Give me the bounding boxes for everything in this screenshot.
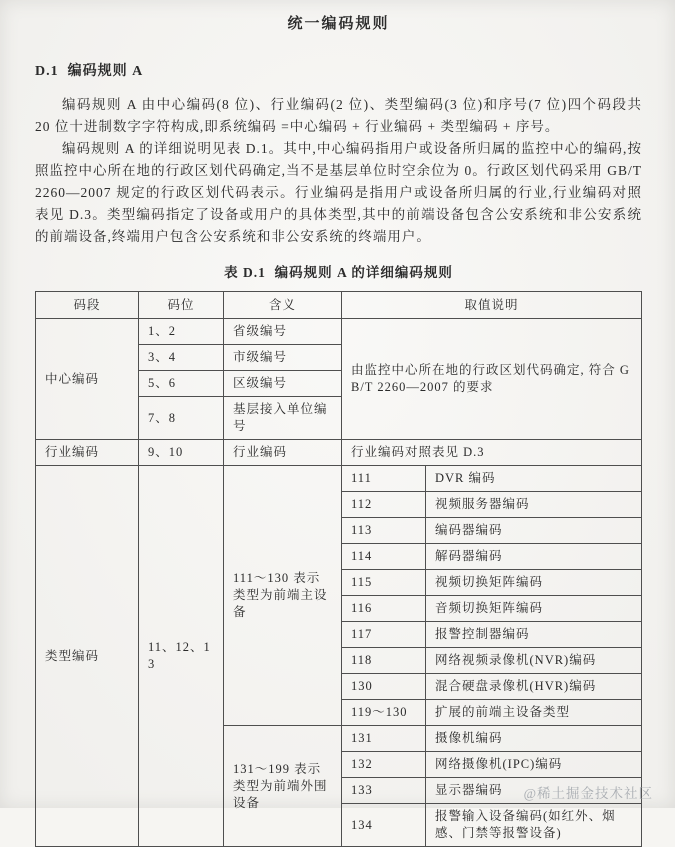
cell-type-value: 112 bbox=[342, 492, 426, 518]
cell-meaning-front-main-devices: 111～130 表示类型为前端主设备 bbox=[224, 466, 342, 726]
cell-code-position: 5、6 bbox=[139, 371, 224, 397]
cell-type-desc: 显示器编码 bbox=[426, 778, 642, 804]
coding-rules-table bbox=[35, 291, 642, 847]
cell-type-desc: 报警控制器编码 bbox=[426, 622, 642, 648]
cell-type-value: 111 bbox=[342, 466, 426, 492]
cell-type-desc: 解码器编码 bbox=[426, 544, 642, 570]
paragraph-coding-rule-details: 编码规则 A 的详细说明见表 D.1。其中,中心编码指用户或设备所归属的监控中心的编码,按照监控中心所在地的行政区划代码确定,当不是基层单位时空余位为 0。行政区划代码采用 GB/T 2260—2007 规定的行政区划代码表示。行业编码是指用户或设备所归属的行业,行业编码对照表见 D.3。类型编码指定了设备或用户的具体类型,其中的前端设备包含公安系统和非公安系统的前端设备,终端用户包含公安系统和非公安系统的终端用户。 bbox=[35, 141, 642, 244]
cell-type-value: 130 bbox=[342, 674, 426, 700]
cell-type-desc: 混合硬盘录像机(HVR)编码 bbox=[426, 674, 642, 700]
table-header-row bbox=[36, 292, 642, 319]
cell-industry-code-label: 行业编码 bbox=[36, 440, 139, 466]
cell-meaning: 省级编号 bbox=[224, 319, 342, 345]
cell-code-position: 9、10 bbox=[139, 440, 224, 466]
cell-type-value: 133 bbox=[342, 778, 426, 804]
cell-meaning: 区级编号 bbox=[224, 371, 342, 397]
cell-type-desc: DVR 编码 bbox=[426, 466, 642, 492]
cell-type-desc: 编码器编码 bbox=[426, 518, 642, 544]
site-watermark: @稀土掘金技术社区 bbox=[523, 786, 653, 801]
cell-type-value: 132 bbox=[342, 752, 426, 778]
page-title: 统一编码规则 bbox=[287, 16, 390, 32]
header-value-description: 取值说明 bbox=[342, 292, 642, 319]
header-meaning: 含义 bbox=[224, 292, 342, 319]
cell-type-value: 134 bbox=[342, 804, 426, 847]
cell-type-value: 117 bbox=[342, 622, 426, 648]
cell-code-position: 7、8 bbox=[139, 397, 224, 440]
cell-code-position: 11、12、13 bbox=[139, 466, 224, 847]
cell-type-desc: 网络视频录像机(NVR)编码 bbox=[426, 648, 642, 674]
cell-center-code-label: 中心编码 bbox=[36, 319, 139, 440]
paragraph-coding-rule-composition: 编码规则 A 由中心编码(8 位)、行业编码(2 位)、类型编码(3 位)和序号(7 位)四个码段共 20 位十进制数字字符构成,即系统编码 =中心编码 + 行业编码 + 类型编码 + 序号。 bbox=[35, 97, 642, 134]
table-row bbox=[36, 319, 642, 345]
cell-type-value: 113 bbox=[342, 518, 426, 544]
cell-type-desc: 报警输入设备编码(如红外、烟感、门禁等报警设备) bbox=[426, 804, 642, 847]
cell-code-position: 3、4 bbox=[139, 345, 224, 371]
cell-type-desc: 视频服务器编码 bbox=[426, 492, 642, 518]
cell-meaning: 市级编号 bbox=[224, 345, 342, 371]
table-row bbox=[36, 466, 642, 492]
cell-type-value: 131 bbox=[342, 726, 426, 752]
cell-type-value: 116 bbox=[342, 596, 426, 622]
cell-type-value: 114 bbox=[342, 544, 426, 570]
cell-type-desc: 网络摄像机(IPC)编码 bbox=[426, 752, 642, 778]
cell-type-code-label: 类型编码 bbox=[36, 466, 139, 847]
table-row bbox=[36, 440, 642, 466]
cell-type-desc: 音频切换矩阵编码 bbox=[426, 596, 642, 622]
section-heading: D.1 编码规则 A bbox=[35, 64, 144, 79]
cell-meaning: 行业编码 bbox=[224, 440, 342, 466]
cell-type-desc: 扩展的前端主设备类型 bbox=[426, 700, 642, 726]
cell-type-desc: 视频切换矩阵编码 bbox=[426, 570, 642, 596]
cell-center-code-note: 由监控中心所在地的行政区划代码确定, 符合 GB/T 2260—2007 的要求 bbox=[342, 319, 642, 440]
header-code-position: 码位 bbox=[139, 292, 224, 319]
cell-type-value: 115 bbox=[342, 570, 426, 596]
cell-code-position: 1、2 bbox=[139, 319, 224, 345]
cell-industry-code-note: 行业编码对照表见 D.3 bbox=[342, 440, 642, 466]
header-code-segment: 码段 bbox=[36, 292, 139, 319]
cell-type-desc: 摄像机编码 bbox=[426, 726, 642, 752]
cell-type-value: 119～130 bbox=[342, 700, 426, 726]
cell-meaning: 基层接入单位编号 bbox=[224, 397, 342, 440]
cell-meaning-front-peripheral-devices: 131～199 表示类型为前端外围设备 bbox=[224, 726, 342, 847]
table-caption: 表 D.1 编码规则 A 的详细编码规则 bbox=[224, 265, 453, 280]
cell-type-value: 118 bbox=[342, 648, 426, 674]
